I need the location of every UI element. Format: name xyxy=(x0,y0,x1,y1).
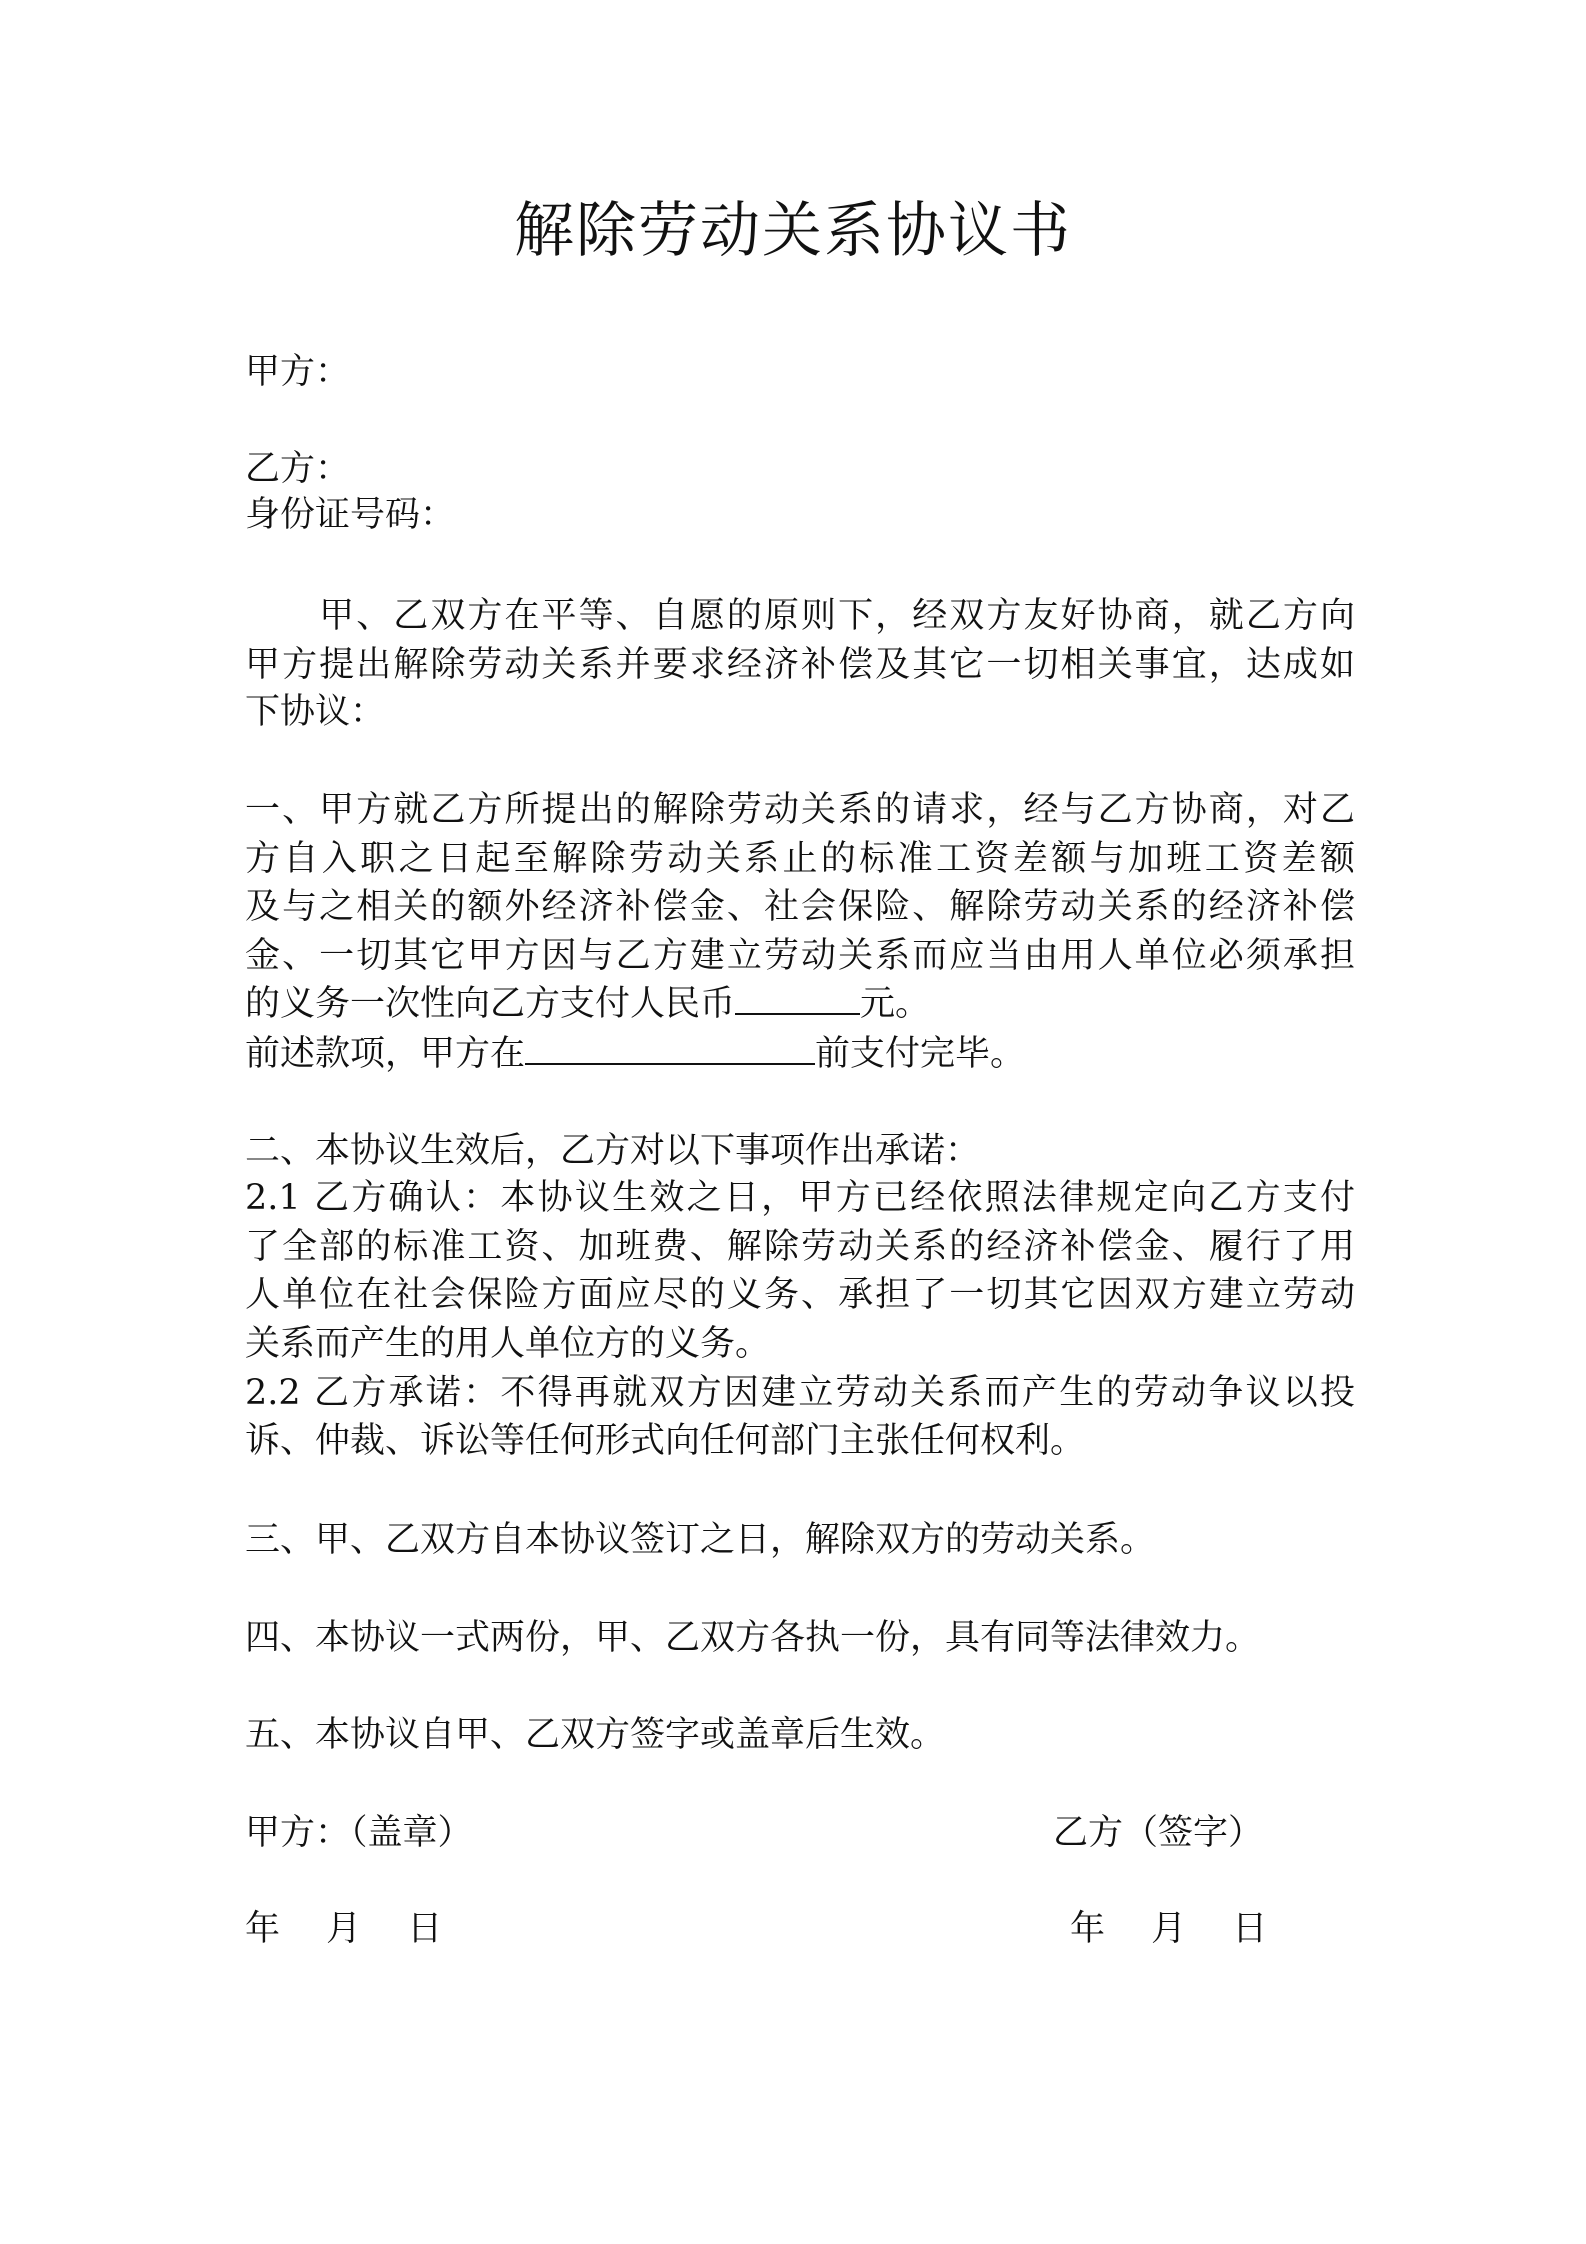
clause2-line: 2.1 乙方确认：本协议生效之日，甲方已经依照法律规定向乙方支付 xyxy=(245,1178,1355,1218)
party-b-signature-label: 乙方（签字） xyxy=(1053,1813,1264,1853)
clause2-line: 了全部的标准工资、加班费、解除劳动关系的经济补偿金、履行了用 xyxy=(245,1227,1355,1267)
payment-text-end: 前支付完毕。 xyxy=(815,1034,1026,1074)
payment-text: 前述款项，甲方在 xyxy=(245,1034,526,1074)
clause1-payment-line xyxy=(245,1030,1355,1078)
party-a-label: 甲方： xyxy=(245,352,351,392)
amount-text: 的义务一次性向乙方支付人民币 xyxy=(245,984,736,1024)
document-title: 解除劳动关系协议书 xyxy=(514,196,1072,266)
party-b-date: 年 月 日 xyxy=(1070,1909,1268,1949)
party-a-date: 年 月 日 xyxy=(245,1909,443,1949)
clause2-line: 人单位在社会保险方面应尽的义务、承担了一切其它因双方建立劳动 xyxy=(245,1275,1355,1315)
clause1-line: 方自入职之日起至解除劳动关系止的标准工资差额与加班工资差额 xyxy=(245,839,1355,879)
clause2-line: 二、本协议生效后，乙方对以下事项作出承诺： xyxy=(245,1131,981,1171)
clause2-line: 关系而产生的用人单位方的义务。 xyxy=(245,1324,771,1364)
clause2-line: 2.2 乙方承诺：不得再就双方因建立劳动关系而产生的劳动争议以投 xyxy=(245,1373,1355,1413)
party-a-seal-label: 甲方：（盖章） xyxy=(245,1813,473,1853)
clause4: 四、本协议一式两份，甲、乙双方各执一份，具有同等法律效力。 xyxy=(245,1618,1261,1658)
clause2-line: 诉、仲裁、诉讼等任何形式向任何部门主张任何权利。 xyxy=(245,1421,1086,1461)
clause1-line: 及与之相关的额外经济补偿金、社会保险、解除劳动关系的经济补偿 xyxy=(245,887,1355,927)
intro-line: 甲、乙双方在平等、自愿的原则下，经双方友好协商，就乙方向 xyxy=(245,596,1355,636)
clause1-line: 金、一切其它甲方因与乙方建立劳动关系而应当由用人单位必须承担 xyxy=(245,936,1355,976)
party-b-label: 乙方： xyxy=(245,449,351,489)
intro-line: 下协议： xyxy=(245,692,386,732)
intro-line: 甲方提出解除劳动关系并要求经济补偿及其它一切相关事宜，达成如 xyxy=(245,645,1355,685)
clause3: 三、甲、乙双方自本协议签订之日，解除双方的劳动关系。 xyxy=(245,1520,1156,1560)
clause1-amount-line xyxy=(245,980,1355,1028)
payment-date-blank xyxy=(525,1033,815,1065)
clause5: 五、本协议自甲、乙双方签字或盖章后生效。 xyxy=(245,1715,946,1755)
clause1-line: 一、甲方就乙方所提出的解除劳动关系的请求，经与乙方协商，对乙 xyxy=(245,790,1355,830)
amount-unit: 元。 xyxy=(860,984,931,1024)
id-number-label: 身份证号码： xyxy=(245,495,456,535)
amount-blank xyxy=(735,983,860,1015)
